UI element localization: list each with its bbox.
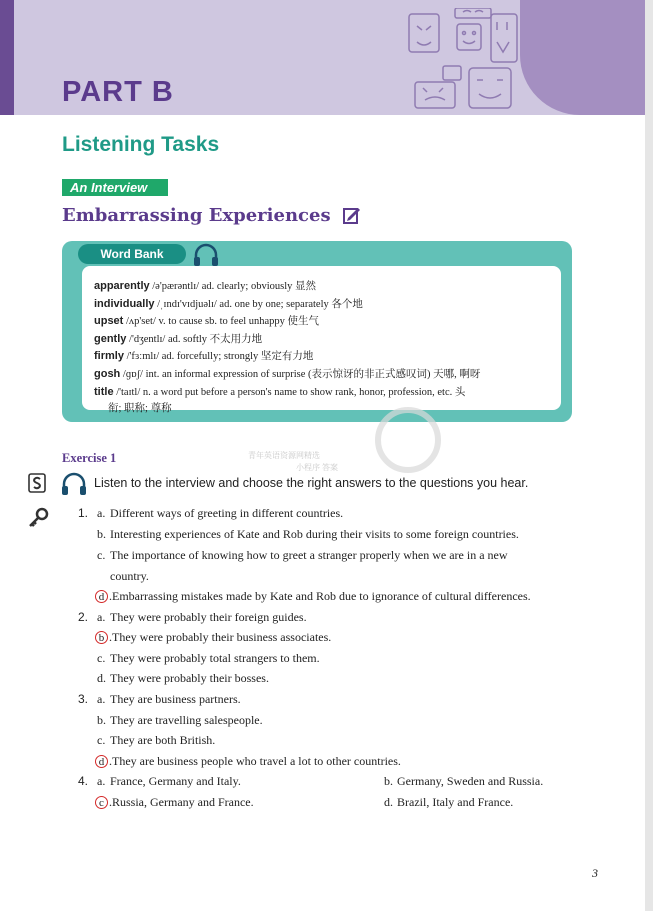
option-letter: a. [97,774,106,788]
question-number: 4. [78,774,89,788]
question-number: 2. [78,610,89,624]
answer-circle: c [95,796,108,809]
answer-circle: b [95,631,108,644]
word-definition: /'taɪtl/ n. a word put before a person's name to show rank, honor, profession, etc. 头 [113,386,466,398]
option-c [97,650,320,666]
word: apparently [94,280,150,292]
watermark-text: 小程序 答案 [296,463,338,472]
option-letter: d. [97,671,106,685]
question-number: 1. [78,506,89,520]
word-entry [94,366,546,384]
word-entry [94,348,546,366]
option-a [97,773,241,789]
script-s-icon [28,473,46,493]
option-d-answer [95,588,531,604]
word: title [94,385,114,398]
section-title: Listening Tasks [62,133,220,156]
word-entry-continuation: 衔; 职称; 尊称 [108,403,172,415]
option-text: The importance of knowing how to greet a stranger properly when we are in a new [110,548,508,562]
option-b [384,773,543,789]
option-dot: . [109,754,112,768]
word: firmly [94,350,124,363]
answer-circle: d [95,590,108,603]
word-entry [94,331,546,349]
option-letter: d. [384,795,393,809]
option-b [97,712,263,728]
option-d [384,794,513,810]
option-letter: a. [97,610,106,624]
word-definition: /ə'pærəntlɪ/ ad. clearly; obviously 显然 [149,281,316,292]
option-c-continuation: country. [110,569,149,583]
exercise-title: Exercise 1 [62,451,117,465]
option-text: Interesting experiences of Kate and Rob during their visits to some foreign countries. [110,527,519,541]
headphones-icon [60,471,88,497]
word-bank-entries [94,278,546,418]
option-text: They are business partners. [110,692,241,706]
option-dot: . [109,589,112,603]
option-letter: a. [97,506,106,520]
edit-note-icon [342,205,362,225]
word-bank-title: Word Bank [78,244,186,264]
option-text: They were probably their bosses. [110,671,269,685]
answer-circle: d [95,755,108,768]
option-text: They were probably their business associates. [112,630,332,644]
option-letter: c. [97,651,106,665]
option-b-answer [95,629,331,645]
option-c-answer [95,794,254,810]
option-d-answer [95,753,401,769]
word-definition: /ʌp'set/ v. to cause sb. to feel unhappy 使生气 [123,316,320,328]
option-a [97,609,307,625]
answer-key-icon [27,507,49,529]
interview-tag: An Interview [62,179,168,196]
emoji-sticker-decoration [407,8,519,112]
word-entry [94,313,546,331]
option-c [97,547,508,563]
option-letter: b. [384,774,393,788]
option-d [97,670,269,686]
option-text: They are business people who travel a lot to other countries. [112,754,401,768]
word-entry [94,296,546,314]
word: upset [94,315,124,328]
option-text: They were probably total strangers to them. [110,651,320,665]
topic-title: Embarrassing Experiences [62,205,331,226]
header-left-strip [0,0,14,115]
option-text: Different ways of greeting in different countries. [110,506,344,520]
option-letter: c. [97,733,106,747]
option-text: They are both British. [110,733,216,747]
word-entry [94,278,546,296]
part-heading: PART B [62,76,174,108]
question-number: 3. [78,692,89,706]
headphones-icon [192,242,220,268]
option-a [97,505,343,521]
option-letter: b. [97,527,106,541]
option-c [97,732,215,748]
option-text: France, Germany and Italy. [110,774,241,788]
word-definition: /'fɜːmlɪ/ ad. forcefully; strongly 坚定有力地 [123,351,314,363]
word: gently [94,332,127,345]
watermark-text: 青年英语资源网精选 [248,451,320,460]
option-b [97,526,519,542]
page-number: 3 [592,866,598,880]
option-dot: . [109,795,112,809]
word: individually [94,297,155,310]
option-text: They were probably their foreign guides. [110,610,307,624]
word-definition: /ˌɪndɪ'vɪdjuəlɪ/ ad. one by one; separately 各个地 [154,298,363,310]
word-definition: /ɡɒʃ/ int. an informal expression of surprise (表示惊讶的非正式感叹词) 天哪, 啊呀 [120,368,481,380]
exercise-instruction: Listen to the interview and choose the right answers to the questions you hear. [94,476,529,490]
option-letter: b. [97,713,106,727]
option-text: They are travelling salespeople. [110,713,263,727]
word-entry [94,384,546,402]
header-corner-decoration [520,0,653,115]
option-letter: a. [97,692,106,706]
page-edge [645,0,653,911]
option-text: Germany, Sweden and Russia. [397,774,544,788]
word: gosh [94,367,121,380]
option-a [97,691,241,707]
option-text: Russia, Germany and France. [112,795,254,809]
option-text: Brazil, Italy and France. [397,795,514,809]
option-text: Embarrassing mistakes made by Kate and Rob due to ignorance of cultural differences. [112,589,531,603]
option-dot: . [109,630,112,644]
option-letter: c. [97,548,106,562]
word-definition: /'dʒentlɪ/ ad. softly 不太用力地 [126,333,263,345]
watermark-seal [368,400,448,480]
